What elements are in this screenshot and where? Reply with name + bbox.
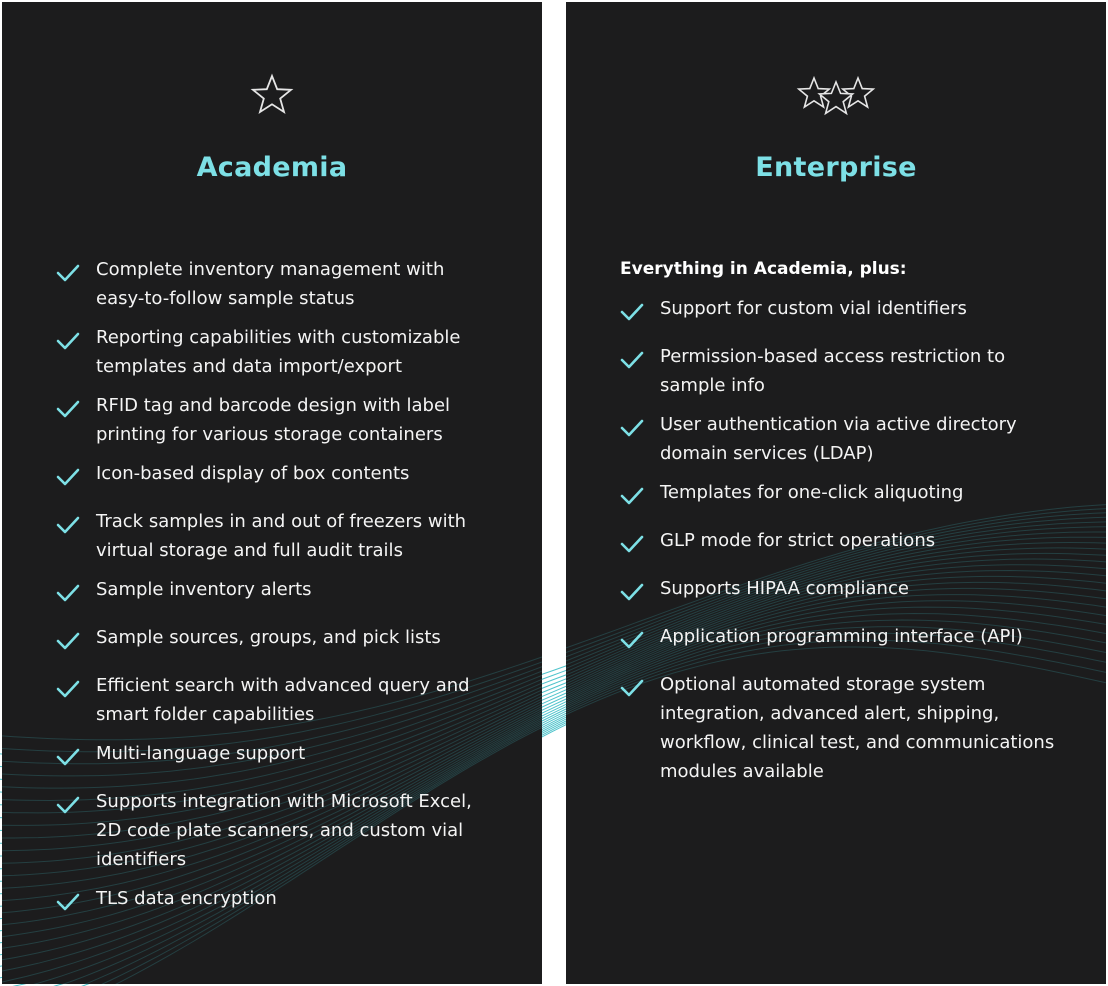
three-stars-outline-icon bbox=[796, 72, 876, 120]
tier-intro: Everything in Academia, plus: bbox=[620, 259, 907, 279]
feature-text: RFID tag and barcode design with label printing for various storage containers bbox=[96, 395, 451, 445]
feature-text: Complete inventory management with easy-to-follow sample status bbox=[96, 259, 445, 309]
check-icon bbox=[56, 263, 80, 283]
check-icon bbox=[620, 418, 644, 438]
feature-text: GLP mode for strict operations bbox=[660, 530, 936, 551]
check-icon bbox=[620, 350, 644, 370]
feature-text: Sample sources, groups, and pick lists bbox=[96, 627, 441, 648]
feature-text: Reporting capabilities with customizable templates and data import/export bbox=[96, 327, 461, 377]
feature-item bbox=[56, 323, 496, 381]
check-icon bbox=[620, 678, 644, 698]
feature-text: User authentication via active directory domain services (LDAP) bbox=[660, 414, 1017, 464]
feature-item bbox=[56, 671, 496, 729]
feature-item bbox=[56, 507, 496, 565]
feature-item bbox=[620, 574, 1060, 603]
check-icon bbox=[620, 486, 644, 506]
feature-text: Application programming interface (API) bbox=[660, 626, 1023, 647]
check-icon bbox=[56, 679, 80, 699]
check-icon bbox=[56, 747, 80, 767]
enterprise-card bbox=[566, 2, 1106, 984]
check-icon bbox=[620, 534, 644, 554]
check-icon bbox=[56, 515, 80, 535]
check-icon bbox=[56, 583, 80, 603]
feature-list bbox=[620, 294, 1060, 786]
feature-text: Permission-based access restriction to sample info bbox=[660, 346, 1006, 396]
feature-list bbox=[56, 255, 496, 913]
feature-item bbox=[620, 342, 1060, 400]
check-icon bbox=[56, 331, 80, 351]
check-icon bbox=[56, 467, 80, 487]
check-icon bbox=[620, 630, 644, 650]
feature-text: Supports HIPAA compliance bbox=[660, 578, 909, 599]
check-icon bbox=[620, 582, 644, 602]
feature-text: Support for custom vial identifiers bbox=[660, 298, 967, 319]
star-outline-icon bbox=[249, 72, 295, 118]
feature-text: Sample inventory alerts bbox=[96, 579, 312, 600]
feature-item bbox=[56, 459, 496, 488]
feature-item bbox=[56, 623, 496, 652]
check-icon bbox=[56, 399, 80, 419]
feature-text: Multi-language support bbox=[96, 743, 306, 764]
feature-item bbox=[56, 575, 496, 604]
feature-text: Templates for one-click aliquoting bbox=[660, 482, 964, 503]
stars-icon-row bbox=[566, 72, 1106, 120]
check-icon bbox=[56, 892, 80, 912]
feature-text: Supports integration with Microsoft Excel, 2D code plate scanners, and custom vial identifiers bbox=[96, 791, 472, 870]
tier-title: Academia bbox=[196, 152, 348, 183]
feature-item bbox=[620, 294, 1060, 323]
feature-item bbox=[56, 739, 496, 768]
check-icon bbox=[620, 302, 644, 322]
feature-text: Efficient search with advanced query and smart folder capabilities bbox=[96, 675, 470, 725]
feature-item bbox=[56, 391, 496, 449]
tier-title: Enterprise bbox=[755, 152, 917, 183]
feature-text: Icon-based display of box contents bbox=[96, 463, 410, 484]
feature-item bbox=[620, 478, 1060, 507]
feature-text: TLS data encryption bbox=[96, 888, 277, 909]
star-icon-row bbox=[2, 72, 542, 118]
feature-text: Optional automated storage system integration, advanced alert, shipping, workflow, clinical test, and communications modules available bbox=[660, 674, 1055, 782]
feature-item bbox=[56, 255, 496, 313]
academia-card bbox=[2, 2, 542, 984]
feature-item bbox=[620, 526, 1060, 555]
feature-item bbox=[620, 622, 1060, 651]
feature-text: Track samples in and out of freezers with virtual storage and full audit trails bbox=[96, 511, 467, 561]
feature-item bbox=[56, 787, 496, 874]
check-icon bbox=[56, 795, 80, 815]
feature-item bbox=[620, 670, 1060, 786]
check-icon bbox=[56, 631, 80, 651]
feature-item bbox=[56, 884, 496, 913]
feature-item bbox=[620, 410, 1060, 468]
